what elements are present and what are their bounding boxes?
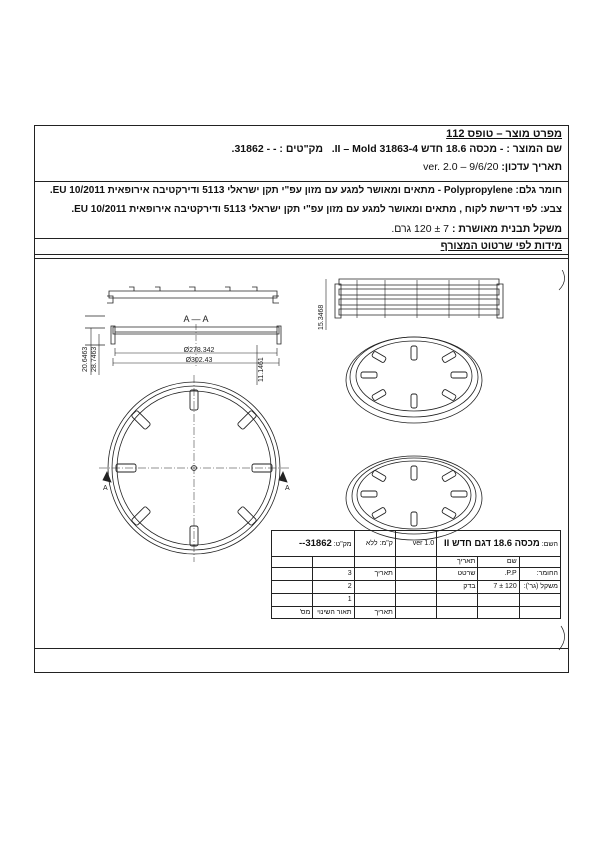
dim-height-2: 28.7463 — [91, 346, 98, 372]
lid-plan-view — [99, 375, 289, 562]
catalog-value: - - 31862. — [231, 143, 277, 155]
section-letter-a-right: A — [285, 485, 290, 492]
tb-weight-value: 120 ± 7 — [478, 580, 519, 593]
lid-side-profile — [107, 287, 279, 303]
tb-checked-label: בדק — [437, 580, 478, 593]
tb-change-date-label: תאריך — [354, 606, 395, 618]
tb-version: ver 1.0 — [395, 531, 436, 557]
tb-name-cell — [437, 531, 561, 557]
section-letter-a-left: A — [103, 485, 108, 492]
divider — [35, 238, 568, 239]
drawing-frame-top — [35, 258, 568, 259]
title-block — [271, 530, 561, 619]
dim-height-1: 20.6463 — [82, 346, 89, 372]
divider — [35, 181, 568, 182]
catalog-label: מק"טים : — [279, 143, 323, 155]
tb-material-label: החומר: — [519, 567, 560, 580]
section-label: A — A — [183, 314, 209, 324]
update-line — [35, 161, 568, 173]
tb-name-value: מכסה 18.6 דגם חדש II — [444, 538, 540, 549]
dims-heading: מידות לפי שרטוט המצורף — [440, 240, 562, 252]
isometric-lid-view-1 — [346, 337, 482, 423]
dim-inner-diameter: Ø278.342 — [183, 347, 215, 354]
product-value: - מכסה 18.6 חדש II – Mold 31863-4. — [331, 143, 504, 155]
dim-stack-height: 15.3468 — [318, 304, 325, 330]
weight-value: 7 ± 120 גרם. — [391, 223, 450, 235]
tb-col-date: תאריך — [437, 557, 478, 568]
material-label: חומר גלם: — [515, 185, 562, 196]
color-label: צבע: — [540, 204, 562, 215]
tb-col-date-2: תאריך — [354, 567, 395, 580]
tb-scale: ק"מ: ללא — [354, 531, 395, 557]
update-value: 9/6/20 – ver. 2.0 — [423, 161, 499, 173]
isometric-lid-view-2 — [346, 456, 482, 540]
weight-line — [35, 223, 568, 235]
color-line — [35, 204, 568, 215]
tb-change-desc-label: תאור השינוי — [313, 606, 354, 618]
dim-height-3: 11.1461 — [258, 357, 265, 382]
tb-rev-no-label: מס' — [272, 606, 313, 618]
tb-name-label: השם: — [541, 541, 558, 548]
tb-catalog-label: מק"ט: — [333, 541, 352, 548]
tb-rev-1: 1 — [313, 593, 354, 606]
tb-rev-3: 3 — [313, 567, 354, 580]
weight-label: משקל תבנית מאושרת : — [451, 223, 562, 235]
update-label: תאריך עדכון: — [501, 161, 562, 173]
spec-title: מפרט מוצר – טופס 112 — [446, 128, 562, 140]
tb-rev-2: 2 — [313, 580, 354, 593]
tb-col-name: שם — [478, 557, 519, 568]
material-line — [35, 185, 568, 196]
spec-sheet — [34, 125, 569, 673]
dim-outer-diameter: Ø302.43 — [185, 357, 213, 364]
material-value: Polypropylene - מתאים ומאושר למגע עם מזון עפ"י תקן ישראלי 5113 ודירקטיבה אירופאית EU 10/2011. — [49, 185, 513, 196]
divider — [35, 254, 568, 255]
stacked-lids-view — [326, 279, 503, 330]
tb-drawn-label: שרטט — [437, 567, 478, 580]
tb-catalog-value: 31862-- — [299, 538, 332, 549]
tb-weight-label: משקל (גר'): — [519, 580, 560, 593]
tb-material-value: P.P. — [478, 567, 519, 580]
tb-catalog-cell — [272, 531, 355, 557]
product-line — [35, 143, 568, 155]
product-label: שם המוצר : — [506, 143, 562, 155]
color-value: לפי דרישת לקוח , מתאים ומאושר למגע עם מזון עפ"י תקן ישראלי 5113 ודירקטיבה אירופאית EU 10/2011. — [71, 204, 538, 215]
